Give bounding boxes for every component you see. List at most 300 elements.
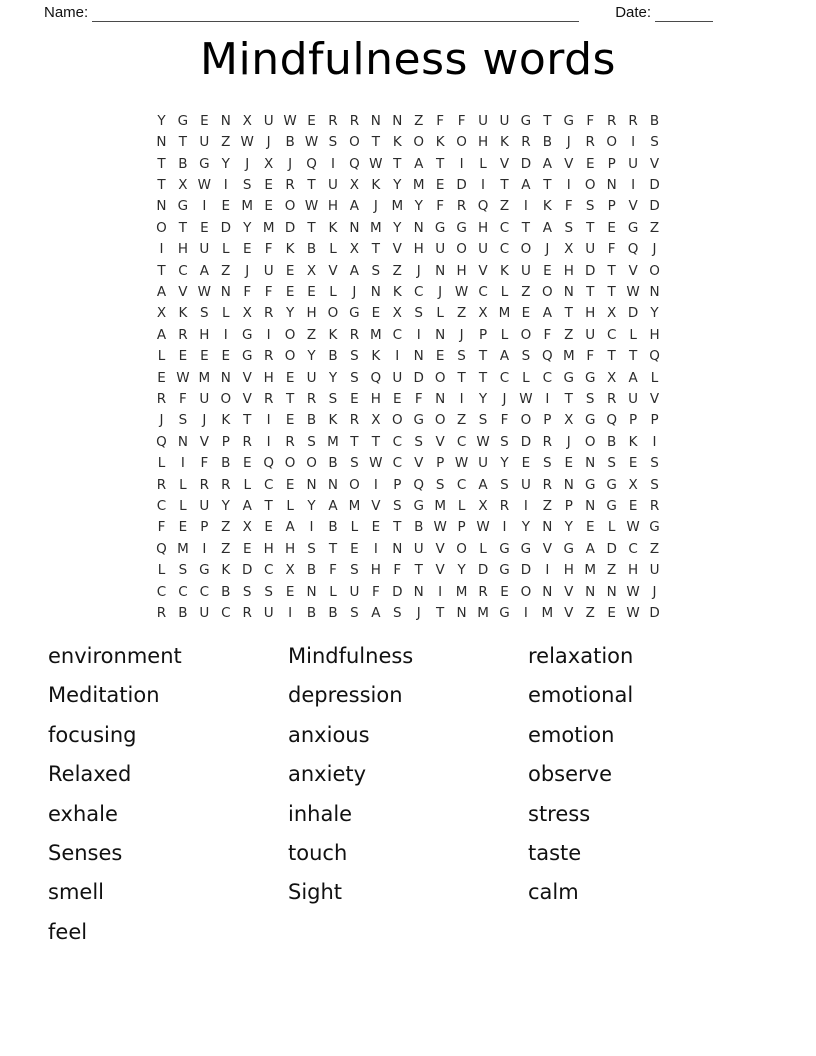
grid-letter: F — [457, 112, 466, 129]
grid-letter: J — [545, 241, 550, 258]
grid-letter: U — [349, 583, 360, 600]
grid-letter: E — [585, 155, 595, 172]
grid-letter: J — [266, 134, 271, 151]
grid-letter: Z — [521, 283, 531, 300]
grid-letter: D — [606, 540, 617, 557]
grid-letter: X — [349, 241, 360, 258]
grid-letter: T — [628, 348, 638, 365]
grid-letter: T — [564, 305, 573, 322]
grid-letter: U — [199, 605, 210, 622]
grid-letter: U — [435, 241, 446, 258]
grid-letter: S — [328, 390, 338, 407]
grid-letter: H — [177, 241, 188, 258]
grid-letter: J — [566, 433, 571, 450]
word-list-item: depression — [288, 683, 403, 708]
grid-letter: G — [584, 369, 596, 386]
grid-letter: J — [352, 283, 357, 300]
grid-letter: H — [370, 390, 381, 407]
grid-letter: E — [564, 455, 574, 472]
grid-letter: S — [650, 134, 659, 151]
grid-letter: X — [392, 305, 402, 322]
grid-letter: T — [371, 134, 380, 151]
grid-letter: I — [395, 348, 400, 365]
grid-letter: X — [628, 476, 638, 493]
grid-letter: U — [263, 262, 274, 279]
word-list-item: inhale — [288, 801, 353, 826]
grid-letter: S — [607, 455, 616, 472]
grid-letter: L — [329, 583, 337, 600]
grid-letter: R — [349, 112, 360, 129]
grid-letter: Y — [307, 348, 316, 365]
grid-letter: P — [221, 433, 230, 450]
grid-letter: Z — [649, 219, 660, 236]
grid-letter: I — [438, 583, 443, 600]
grid-letter: A — [521, 176, 531, 193]
grid-letter: T — [564, 390, 573, 407]
grid-letter: A — [199, 262, 209, 279]
grid-letter: R — [242, 433, 252, 450]
grid-letter: N — [649, 283, 660, 300]
grid-letter: W — [197, 283, 212, 300]
grid-letter: M — [348, 498, 361, 515]
grid-letter: B — [328, 605, 338, 622]
grid-letter: G — [177, 198, 189, 215]
grid-letter: E — [264, 198, 273, 215]
grid-letter: N — [370, 283, 381, 300]
grid-letter: M — [262, 219, 275, 236]
grid-letter: B — [328, 348, 338, 365]
grid-letter: K — [371, 348, 381, 365]
word-list-item: feel — [48, 919, 88, 944]
grid-letter: G — [649, 519, 660, 536]
grid-letter: I — [523, 198, 528, 215]
grid-letter: E — [435, 176, 445, 193]
grid-letter: O — [520, 412, 532, 429]
word-list-item: touch — [288, 840, 348, 865]
grid-letter: T — [457, 369, 466, 386]
grid-letter: V — [242, 369, 252, 386]
grid-letter: Q — [156, 433, 167, 450]
grid-letter: M — [455, 583, 468, 600]
grid-letter: D — [520, 562, 532, 579]
grid-letter: G — [241, 348, 253, 365]
grid-letter: V — [542, 540, 552, 557]
grid-letter: J — [373, 198, 378, 215]
grid-letter: G — [606, 476, 617, 493]
grid-letter: S — [350, 562, 359, 579]
grid-letter: X — [242, 112, 252, 129]
grid-letter: U — [413, 540, 424, 557]
name-label: Name: — [44, 4, 89, 21]
grid-letter: X — [349, 176, 360, 193]
grid-letter: N — [585, 498, 596, 515]
grid-letter: V — [435, 540, 445, 557]
grid-letter: V — [242, 390, 252, 407]
grid-letter: E — [500, 583, 509, 600]
grid-letter: A — [328, 498, 338, 515]
grid-letter: O — [284, 348, 296, 365]
grid-letter: F — [586, 348, 595, 365]
grid-letter: M — [198, 369, 211, 386]
grid-letter: B — [306, 241, 317, 258]
grid-letter: E — [628, 455, 638, 472]
grid-letter: T — [350, 433, 359, 450]
grid-letter: V — [564, 583, 574, 600]
grid-letter: H — [285, 540, 296, 557]
grid-letter: N — [306, 583, 317, 600]
grid-letter: T — [371, 433, 380, 450]
grid-letter: N — [456, 605, 467, 622]
grid-letter: T — [243, 412, 252, 429]
grid-letter: F — [393, 562, 402, 579]
grid-letter: O — [584, 176, 596, 193]
grid-letter: R — [628, 112, 638, 129]
grid-letter: W — [626, 519, 640, 536]
grid-letter: L — [350, 519, 359, 536]
word-list-item: Meditation — [48, 683, 160, 708]
word-list-item: focusing — [48, 722, 137, 747]
grid-letter: Y — [478, 390, 488, 407]
grid-letter: C — [199, 583, 210, 600]
grid-letter: O — [542, 283, 553, 300]
grid-letter: S — [178, 562, 188, 579]
grid-letter: W — [433, 519, 447, 536]
grid-letter: F — [157, 519, 166, 536]
grid-letter: D — [520, 155, 532, 172]
grid-letter: R — [349, 412, 360, 429]
grid-letter: E — [585, 519, 595, 536]
grid-letter: T — [607, 283, 616, 300]
grid-letter: B — [542, 134, 552, 151]
grid-letter: P — [436, 455, 445, 472]
grid-letter: L — [522, 369, 530, 386]
grid-letter: E — [543, 262, 552, 279]
grid-letter: L — [479, 155, 487, 172]
grid-letter: S — [242, 583, 252, 600]
grid-letter: W — [240, 134, 254, 151]
grid-letter: O — [284, 198, 296, 215]
grid-letter: A — [478, 476, 488, 493]
grid-letter: T — [521, 219, 531, 236]
grid-letter: Y — [393, 219, 402, 236]
grid-letter: A — [628, 369, 638, 386]
grid-letter: C — [392, 455, 402, 472]
grid-letter: T — [157, 262, 166, 279]
grid-letter: A — [156, 326, 167, 343]
grid-letter: R — [156, 476, 167, 493]
grid-letter: N — [435, 390, 446, 407]
grid-letter: E — [371, 519, 381, 536]
grid-letter: T — [178, 134, 188, 151]
grid-letter: O — [520, 326, 532, 343]
grid-letter: T — [500, 176, 509, 193]
grid-letter: N — [435, 326, 446, 343]
grid-letter: C — [263, 476, 274, 493]
grid-letter: D — [585, 262, 596, 279]
grid-letter: S — [200, 305, 209, 322]
grid-letter: C — [499, 219, 510, 236]
grid-letter: S — [414, 305, 423, 322]
grid-letter: W — [304, 198, 319, 215]
grid-letter: Y — [564, 519, 573, 536]
word-list-column — [528, 637, 768, 952]
grid-letter: H — [563, 562, 574, 579]
grid-letter: Y — [307, 498, 316, 515]
grid-letter: K — [628, 433, 638, 450]
grid-letter: X — [156, 305, 167, 322]
grid-letter: T — [178, 219, 188, 236]
grid-letter: Q — [649, 348, 660, 365]
grid-letter: A — [585, 540, 595, 557]
grid-letter: P — [607, 198, 616, 215]
grid-letter: O — [284, 326, 296, 343]
grid-letter: T — [264, 498, 273, 515]
grid-letter: E — [221, 348, 231, 365]
grid-letter: G — [584, 412, 596, 429]
grid-letter: B — [306, 562, 317, 579]
grid-letter: O — [220, 390, 232, 407]
grid-letter: I — [631, 176, 636, 193]
grid-letter: M — [391, 198, 404, 215]
grid-letter: W — [476, 519, 490, 536]
grid-letter: Q — [477, 198, 489, 215]
grid-letter: Z — [607, 562, 617, 579]
grid-letter: G — [177, 112, 189, 129]
grid-letter: S — [650, 476, 659, 493]
grid-letter: W — [369, 155, 383, 172]
grid-letter: E — [628, 498, 638, 515]
grid-letter: L — [222, 241, 230, 258]
grid-letter: O — [156, 219, 167, 236]
grid-letter: K — [328, 326, 338, 343]
grid-letter: T — [157, 176, 166, 193]
grid-letter: T — [285, 390, 295, 407]
grid-letter: T — [157, 155, 166, 172]
word-list-item: anxious — [288, 722, 370, 747]
grid-letter: Y — [457, 562, 466, 579]
grid-letter: K — [221, 412, 231, 429]
grid-letter: R — [349, 326, 360, 343]
grid-letter: T — [328, 540, 338, 557]
grid-letter: Z — [456, 305, 467, 322]
grid-letter: Q — [413, 476, 425, 493]
grid-letter: H — [477, 219, 489, 236]
grid-letter: I — [288, 605, 293, 622]
grid-letter: K — [542, 198, 552, 215]
grid-letter: Y — [500, 455, 509, 472]
grid-letter: X — [607, 369, 617, 386]
grid-letter: X — [371, 412, 381, 429]
grid-letter: Y — [650, 305, 659, 322]
grid-letter: U — [263, 605, 274, 622]
grid-letter: N — [370, 112, 381, 129]
word-list-item: Sight — [288, 880, 343, 905]
grid-letter: I — [159, 241, 164, 258]
grid-letter: I — [223, 176, 228, 193]
grid-letter: T — [414, 562, 423, 579]
grid-letter: D — [284, 219, 296, 236]
grid-letter: R — [606, 112, 617, 129]
grid-letter: K — [500, 134, 509, 151]
grid-letter: K — [178, 305, 188, 322]
grid-letter: W — [626, 283, 640, 300]
grid-letter: I — [373, 476, 378, 493]
grid-letter: E — [200, 348, 209, 365]
grid-letter: N — [542, 583, 553, 600]
grid-letter: I — [223, 326, 228, 343]
grid-letter: Z — [306, 326, 317, 343]
grid-letter: S — [521, 348, 531, 365]
grid-letter: C — [156, 498, 167, 515]
grid-letter: G — [199, 562, 210, 579]
grid-letter: V — [649, 390, 660, 407]
grid-letter: R — [499, 498, 510, 515]
grid-letter: E — [285, 369, 295, 386]
grid-letter: R — [542, 433, 553, 450]
grid-letter: S — [264, 583, 273, 600]
grid-letter: I — [481, 176, 486, 193]
word-list-item: emotion — [528, 722, 615, 747]
grid-letter: W — [626, 605, 640, 622]
grid-letter: N — [392, 540, 403, 557]
grid-letter: B — [285, 134, 295, 151]
grid-letter: S — [435, 476, 445, 493]
grid-letter: I — [631, 134, 636, 151]
grid-letter: R — [156, 605, 167, 622]
grid-letter: A — [156, 283, 167, 300]
grid-letter: S — [371, 262, 381, 279]
grid-letter: E — [521, 455, 531, 472]
grid-letter: J — [459, 326, 464, 343]
grid-letter: I — [180, 455, 185, 472]
grid-letter: M — [412, 176, 425, 193]
grid-letter: Q — [156, 540, 167, 557]
word-list-column — [48, 637, 288, 952]
grid-letter: L — [222, 305, 230, 322]
grid-letter: O — [456, 134, 467, 151]
grid-letter: E — [264, 519, 273, 536]
word-list-item: exhale — [48, 801, 118, 826]
grid-letter: C — [542, 369, 553, 386]
grid-letter: D — [627, 305, 639, 322]
grid-letter: L — [243, 476, 251, 493]
grid-letter: Y — [328, 369, 338, 386]
grid-letter: D — [477, 562, 489, 579]
grid-letter: E — [285, 283, 295, 300]
grid-letter: Y — [221, 498, 230, 515]
grid-letter: W — [304, 134, 319, 151]
grid-letter: E — [371, 305, 381, 322]
grid-letter: G — [456, 219, 467, 236]
word-list-item: observe — [528, 762, 613, 787]
grid-letter: D — [392, 583, 403, 600]
puzzle-title: Mindfulness words — [200, 34, 616, 85]
grid-letter: C — [392, 326, 402, 343]
grid-letter: S — [414, 433, 423, 450]
grid-letter: J — [159, 412, 164, 429]
word-list-item: anxiety — [288, 762, 367, 787]
grid-letter: F — [371, 583, 380, 600]
grid-letter: H — [263, 540, 274, 557]
grid-letter: O — [306, 455, 317, 472]
grid-letter: F — [414, 390, 423, 407]
word-list-item: taste — [528, 840, 582, 865]
grid-letter: I — [330, 155, 335, 172]
grid-letter: R — [199, 476, 210, 493]
grid-letter: B — [328, 455, 338, 472]
grid-letter: U — [478, 241, 488, 258]
grid-letter: S — [478, 412, 488, 429]
grid-letter: P — [457, 519, 466, 536]
grid-letter: B — [178, 155, 188, 172]
grid-letter: F — [436, 112, 445, 129]
grid-letter: W — [176, 369, 190, 386]
grid-letter: C — [456, 433, 467, 450]
grid-letter: O — [413, 134, 425, 151]
grid-letter: F — [607, 241, 616, 258]
grid-letter: F — [500, 412, 509, 429]
grid-letter: C — [499, 241, 510, 258]
grid-letter: N — [606, 583, 617, 600]
grid-letter: U — [520, 262, 531, 279]
grid-letter: W — [369, 455, 383, 472]
grid-letter: L — [157, 455, 166, 472]
grid-letter: F — [179, 390, 187, 407]
grid-letter: L — [607, 519, 616, 536]
grid-letter: H — [370, 562, 381, 579]
grid-letter: J — [202, 412, 207, 429]
grid-letter: W — [519, 390, 533, 407]
grid-letter: R — [263, 305, 274, 322]
grid-letter: M — [477, 605, 489, 622]
grid-letter: P — [200, 519, 209, 536]
grid-letter: Q — [349, 155, 360, 172]
grid-letter: X — [242, 305, 252, 322]
grid-letter: C — [221, 605, 231, 622]
grid-letter: R — [478, 583, 488, 600]
grid-letter: J — [566, 134, 571, 151]
grid-letter: K — [392, 134, 402, 151]
grid-letter: U — [199, 390, 210, 407]
grid-letter: R — [156, 390, 167, 407]
grid-letter: M — [498, 305, 511, 322]
grid-letter: G — [520, 112, 532, 129]
grid-letter: N — [606, 176, 617, 193]
grid-letter: R — [456, 198, 467, 215]
grid-letter: O — [391, 412, 403, 429]
grid-letter: W — [283, 112, 297, 129]
grid-letter: E — [285, 412, 295, 429]
grid-letter: L — [500, 283, 509, 300]
grid-letter: J — [652, 583, 657, 600]
grid-letter: M — [241, 198, 254, 215]
grid-letter: T — [393, 519, 402, 536]
grid-letter: N — [435, 262, 446, 279]
grid-letter: S — [543, 455, 552, 472]
grid-letter: S — [350, 455, 359, 472]
grid-letter: P — [393, 476, 402, 493]
grid-letter: T — [371, 241, 380, 258]
grid-letter: K — [328, 412, 338, 429]
grid-letter: N — [177, 433, 188, 450]
grid-letter: L — [629, 326, 637, 343]
grid-letter: A — [349, 198, 360, 215]
grid-letter: S — [650, 455, 659, 472]
grid-letter: M — [562, 348, 575, 365]
grid-letter: T — [607, 262, 616, 279]
word-list-column — [288, 637, 528, 952]
grid-letter: F — [200, 455, 209, 472]
